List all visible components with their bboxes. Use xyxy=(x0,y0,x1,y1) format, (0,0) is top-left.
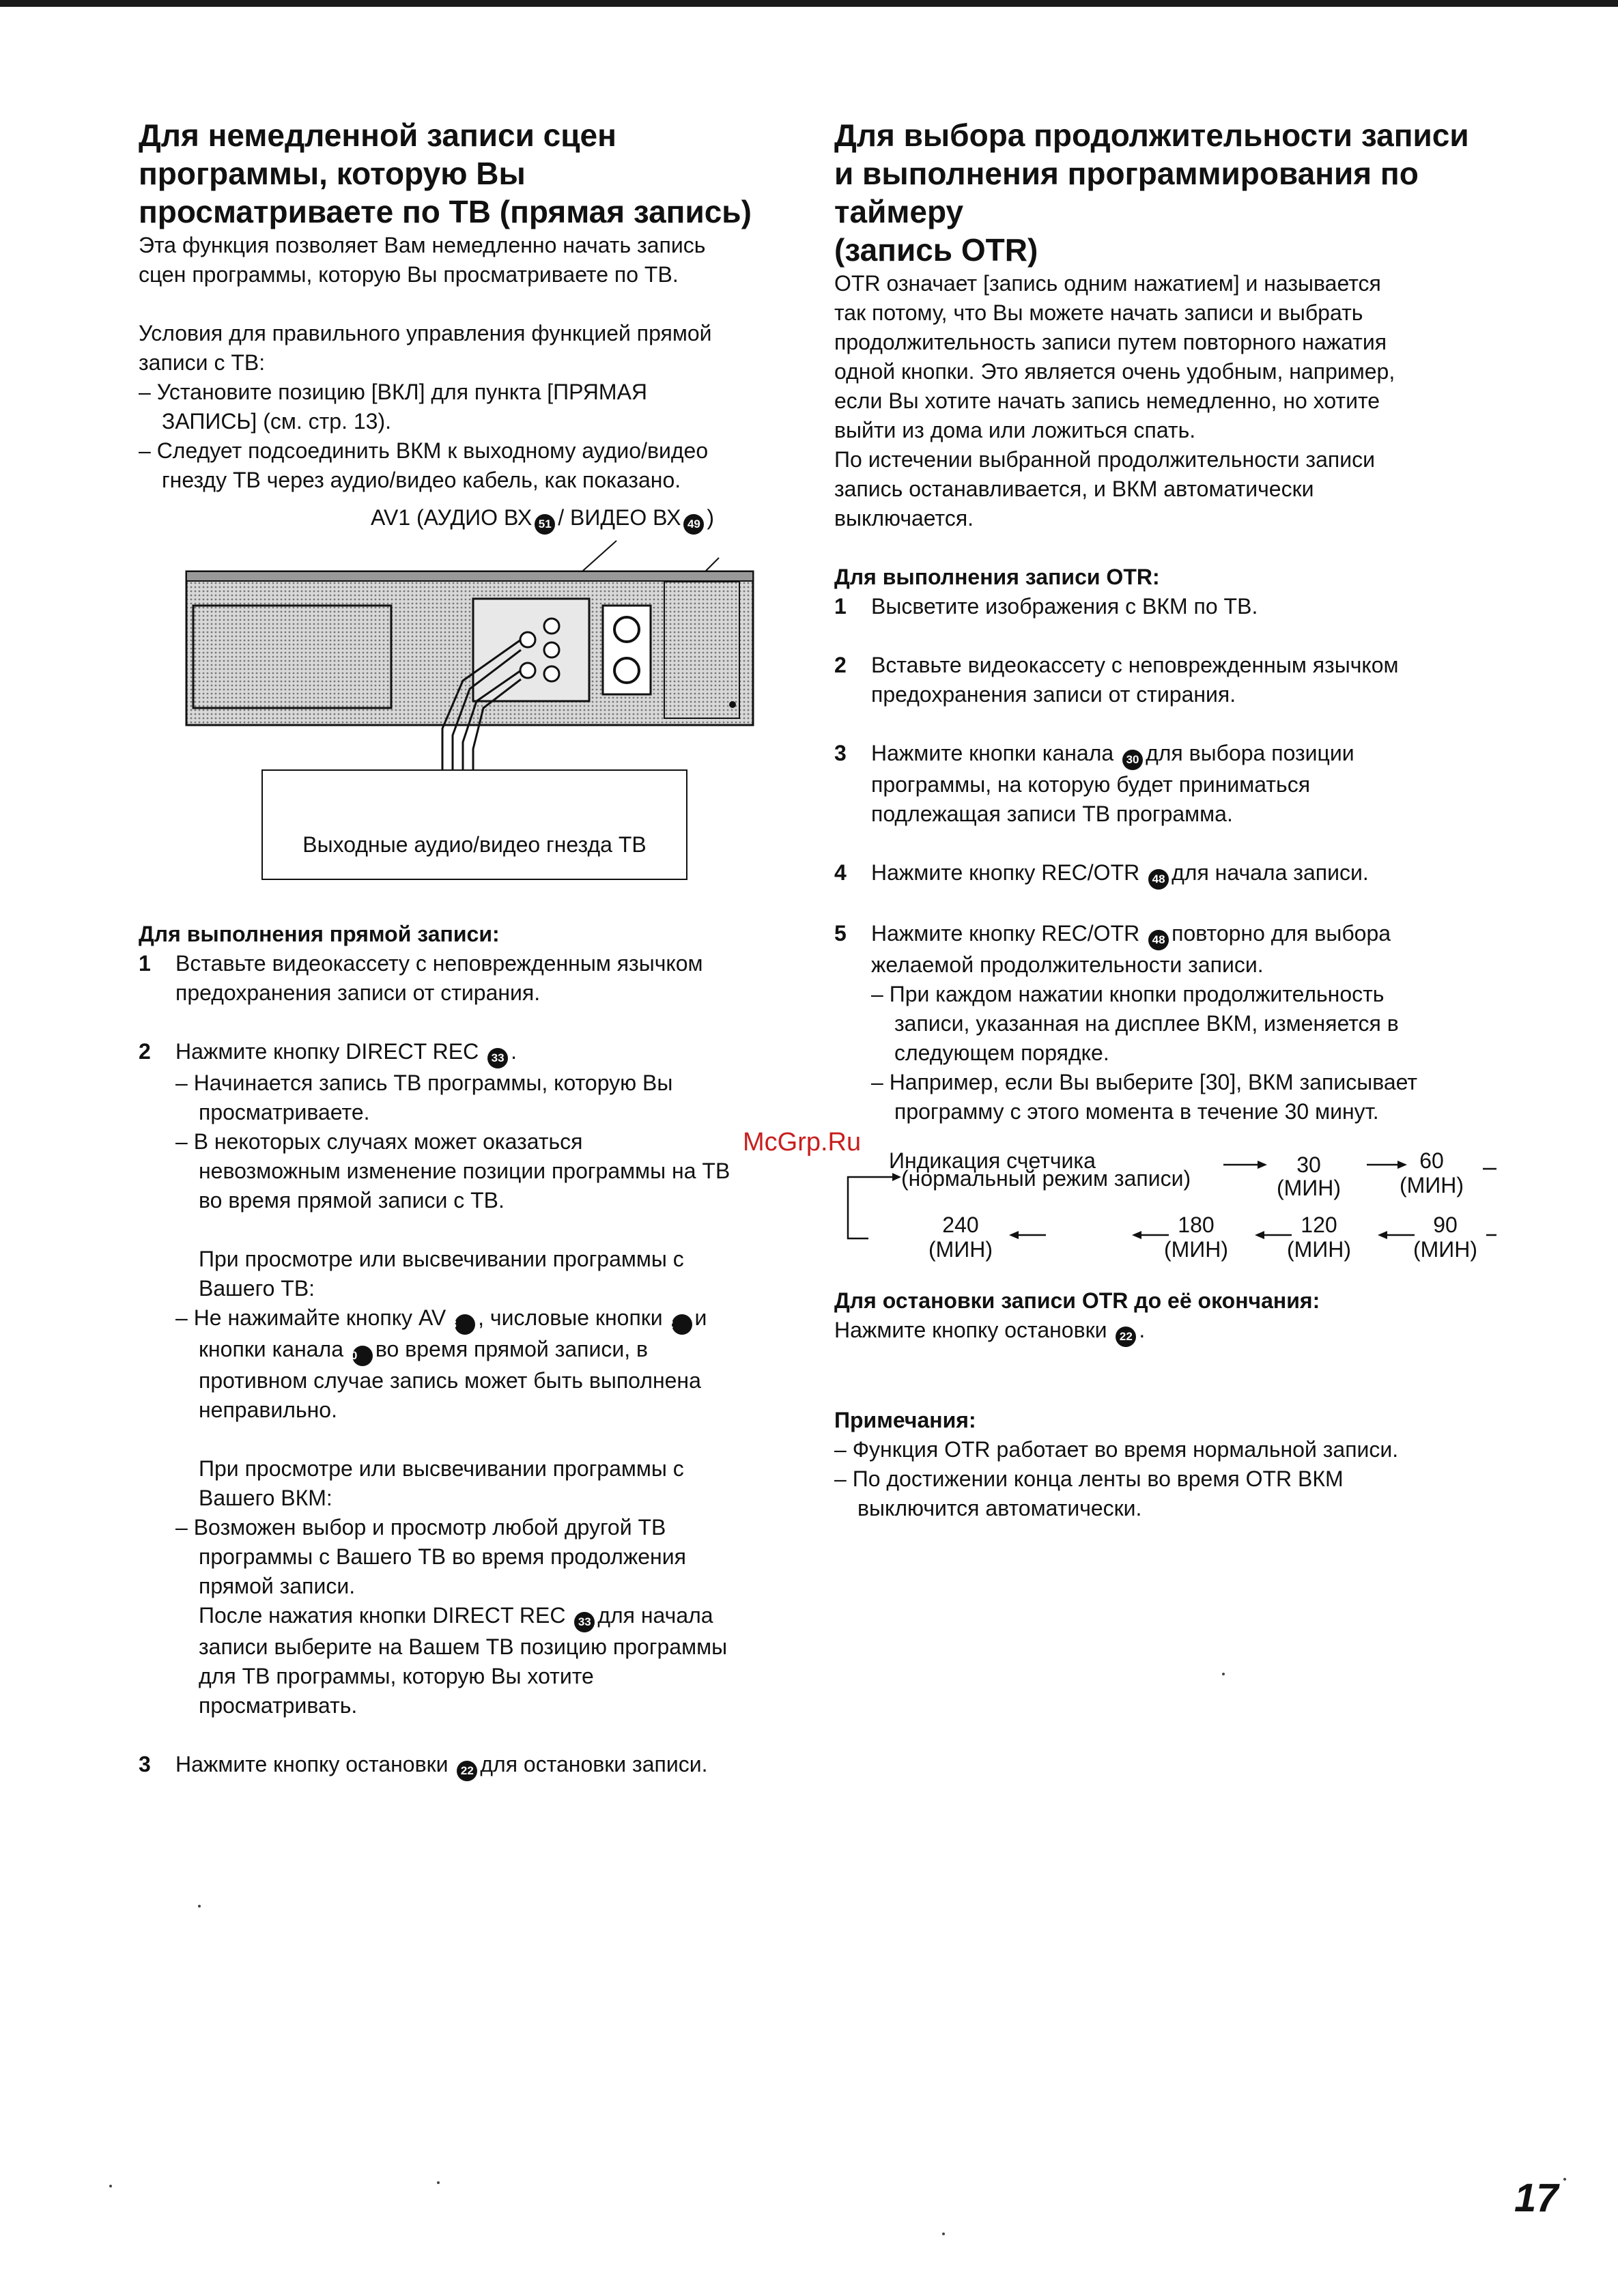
counter-unit: (МИН) xyxy=(928,1237,993,1262)
scan-speck xyxy=(1563,2178,1566,2181)
watermark: McGrp.Ru xyxy=(743,1128,862,1157)
counter-120: 120 xyxy=(1301,1213,1337,1237)
counter-unit: (МИН) xyxy=(1276,1176,1342,1200)
left-column xyxy=(139,116,808,1781)
right-title: Для выбора продолжительности записи и выполнения программирования по таймеру (запись OTR) xyxy=(834,117,1469,268)
left-step-1: 1 Вставьте видеокассету с неповрежденным язычком предохранения записи от стирания. xyxy=(139,951,703,1005)
right-step-2: 2 Вставьте видеокассету с неповрежденным язычком предохранения записи от стирания. xyxy=(834,653,1399,707)
right-step-5-details: – При каждом нажатии кнопки продолжительность записи, указанная на дисплее ВКМ, изменяется в следующем порядке. – Например, если Вы выберите [30], ВКМ записывает программу с этого момента в течение 30 минут. xyxy=(871,982,1418,1124)
left-step-3: 3 Нажмите кнопку остановки 22 для остановки записи. xyxy=(139,1750,808,1781)
right-column xyxy=(834,116,1503,1523)
tv-output-label: Выходные аудио/видео гнезда ТВ xyxy=(302,832,647,857)
counter-180: 180 xyxy=(1178,1213,1215,1237)
conditions-text: Условия для правильного управления функцией прямой записи с ТВ: xyxy=(139,321,712,375)
scan-speck xyxy=(198,1905,201,1908)
counter-unit: (МИН) xyxy=(1413,1237,1478,1262)
right-step-3: 3 Нажмите кнопки канала 30 для выбора позиции программы, на которую будет приниматься подлежащая записи ТВ программа. xyxy=(834,741,1354,826)
scan-speck xyxy=(1222,1673,1225,1675)
otr-counter-sequence xyxy=(841,1136,1496,1273)
condition-item: – Установите позицию [ВКЛ] для пункта [ПРЯМАЯ ЗАПИСЬ] (см. стр. 13). xyxy=(139,380,648,434)
scan-speck xyxy=(109,2185,112,2187)
left-title: Для немедленной записи сцен программы, которую Вы просматриваете по ТВ (прямая запись) xyxy=(139,117,752,229)
right-step-4: 4 Нажмите кнопку REC/OTR 48 для начала записи. xyxy=(834,858,1503,890)
top-border xyxy=(0,0,1618,7)
right-intro: OTR означает [запись одним нажатием] и называется так потому, что Вы можете начать записи и выбрать продолжительность записи путем повторного нажатия одной кнопки. Это является очень удобным, например, если Вы хотите начать запись немедленно, но хотите выйти из дома или ложиться спать. По истечении выбранной продолжительности записи запись останавливается, и ВКМ автоматически выключается. xyxy=(834,271,1395,530)
av1-label: AV1 (АУДИО ВХ 51 / ВИДЕО ВХ 49 ) xyxy=(371,503,714,535)
counter-unit: (МИН) xyxy=(1163,1237,1229,1262)
counter-unit: (МИН) xyxy=(1286,1237,1352,1262)
left-step-2-details: – Начинается запись ТВ программы, которую Вы просматриваете. – В некоторых случаях может оказаться невозможным изменение позиции программы на ТВ во время прямой записи с ТВ. При просмотре или высвечивании программы с Вашего ТВ: – Не нажимайте кнопку AV 3 , числовые кнопки 2 и кнопки канала 30 во время прямой записи, в противном случае запись может быть выполнена неправильно. При просмотре или высвечивании программы с Вашего ВКМ: – Возможен выбор и просмотр любой другой ТВ программы с Вашего ТВ во время продолжения прямой записи. После нажатия кнопки DIRECT REC 33 для начала записи выберите на Вашем ТВ позицию программы для ТВ программы, которую Вы хотите просматривать. xyxy=(175,1071,730,1718)
stop-otr-heading: Для остановки записи OTR до её окончания: xyxy=(834,1288,1320,1313)
note-item: – Функция OTR работает во время нормальной записи. xyxy=(834,1437,1399,1462)
connection-diagram xyxy=(173,503,773,899)
otr-heading: Для выполнения записи OTR: xyxy=(834,565,1160,589)
condition-item: – Следует подсоединить ВКМ к выходному аудио/видео гнезду ТВ через аудио/видео кабель, как показано. xyxy=(139,438,709,492)
tv-output-box xyxy=(261,769,687,880)
stop-otr-text: Нажмите кнопку остановки 22 . xyxy=(834,1316,1503,1347)
direct-record-heading: Для выполнения прямой записи: xyxy=(139,922,500,946)
scan-speck xyxy=(437,2181,440,2184)
note-item: – По достижении конца ленты во время OTR ВКМ выключится автоматически. xyxy=(834,1466,1344,1520)
counter-90: 90 xyxy=(1433,1213,1458,1237)
left-step-2: 2 Нажмите кнопку DIRECT REC 33 . xyxy=(139,1037,808,1068)
counter-normal-mode: (нормальный режим записи) xyxy=(901,1166,1191,1191)
counter-unit: (МИН) xyxy=(1399,1173,1464,1197)
counter-30: 30 xyxy=(1296,1152,1321,1177)
vcr-rear-panel-illustration xyxy=(173,503,773,776)
page-number: 17 xyxy=(1514,2176,1559,2220)
left-intro: Эта функция позволяет Вам немедленно начать запись сцен программы, которую Вы просматриваете по ТВ. xyxy=(139,233,706,287)
right-step-5: 5 Нажмите кнопку REC/OTR 48 повторно для выбора желаемой продолжительности записи. xyxy=(834,921,1391,977)
counter-240: 240 xyxy=(942,1213,979,1237)
counter-60: 60 xyxy=(1419,1148,1444,1173)
counter-title: Индикация счетчика xyxy=(889,1148,1096,1173)
right-step-1: 1 Высветите изображения с ВКМ по ТВ. xyxy=(834,594,1258,619)
notes-heading: Примечания: xyxy=(834,1408,976,1432)
scan-speck xyxy=(942,2233,945,2235)
